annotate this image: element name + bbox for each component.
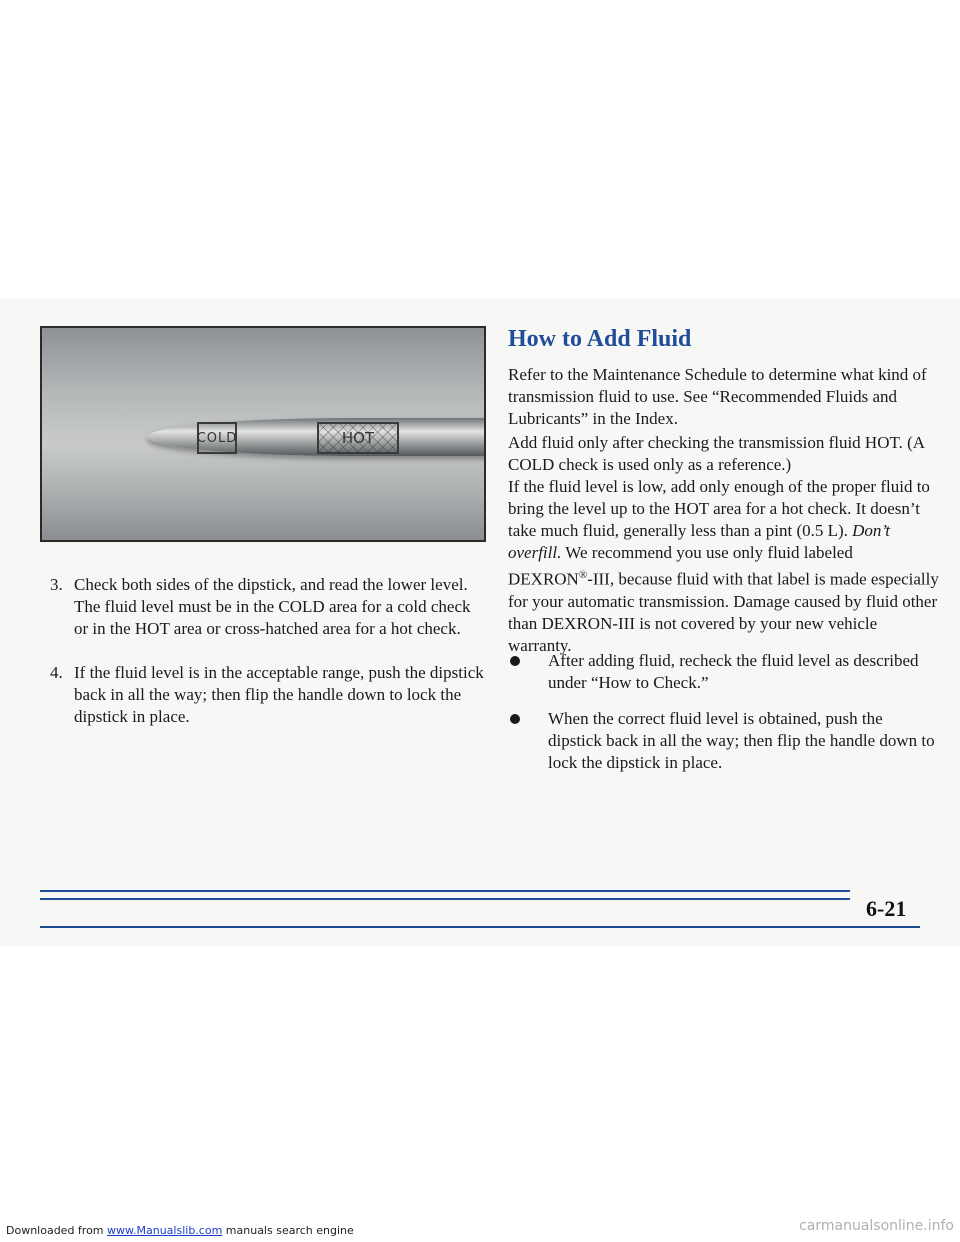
watermark: carmanualsonline.info <box>799 1218 954 1234</box>
bullet-text: When the correct fluid level is obtained, push the dipstick back in all the way; then flip the handle down to lock the dipstick in place. <box>548 709 935 772</box>
divider-bottom <box>40 926 920 928</box>
list-text: If the fluid level is in the acceptable range, push the dipstick back in all the way; then flip the handle down to lock the dipstick in place. <box>74 663 484 726</box>
registered-mark: ® <box>578 569 588 581</box>
paragraph-maintenance: Refer to the Maintenance Schedule to determine what kind of transmission fluid to use. See “Recommended Fluids and Lubricants” in the Index. <box>508 365 927 428</box>
page-number: 6-21 <box>866 896 907 921</box>
cold-mark: COLD <box>197 422 237 454</box>
download-footer <box>6 1224 354 1237</box>
dipstick-figure <box>40 326 486 542</box>
divider-top <box>40 890 850 892</box>
paragraph-fluid-level <box>508 476 940 657</box>
paragraph-text: -III, because fluid with that label is made especially for your automatic transmission. Damage caused by fluid other than DEXRON-III is not covered by your new vehicle warranty. <box>508 569 939 655</box>
paragraph-text: We recommend you use only fluid labeled DEXRON <box>508 543 853 589</box>
section-heading: How to Add Fluid <box>508 326 692 352</box>
list-number: 4. <box>50 663 63 682</box>
paragraph-add-fluid: Add fluid only after checking the transmission fluid HOT. (A COLD check is used only as a reference.) <box>508 433 925 474</box>
list-number: 3. <box>50 575 63 594</box>
list-item <box>50 574 484 640</box>
footer-suffix: manuals search engine <box>222 1224 354 1237</box>
overfill-warning: Don’t overfill. <box>508 521 890 562</box>
manualslib-link[interactable]: www.Manualslib.com <box>107 1224 223 1237</box>
list-text: Check both sides of the dipstick, and read the lower level. The fluid level must be in the COLD area for a cold check or in the HOT area or cross-hatched area for a hot check. <box>74 575 471 638</box>
bullet-icon <box>510 714 520 724</box>
divider-mid <box>40 898 850 900</box>
footer-prefix: Downloaded from <box>6 1224 108 1237</box>
list-item <box>50 662 484 728</box>
bullet-text: After adding fluid, recheck the fluid level as described under “How to Check.” <box>548 651 919 692</box>
hot-mark: HOT <box>317 422 399 454</box>
bullet-icon <box>510 656 520 666</box>
paragraph-text: If the fluid level is low, add only enough of the proper fluid to bring the level up to the HOT area for a hot check. It doesn’t take much fluid, generally less than a pint (0.5 L). <box>508 477 930 540</box>
